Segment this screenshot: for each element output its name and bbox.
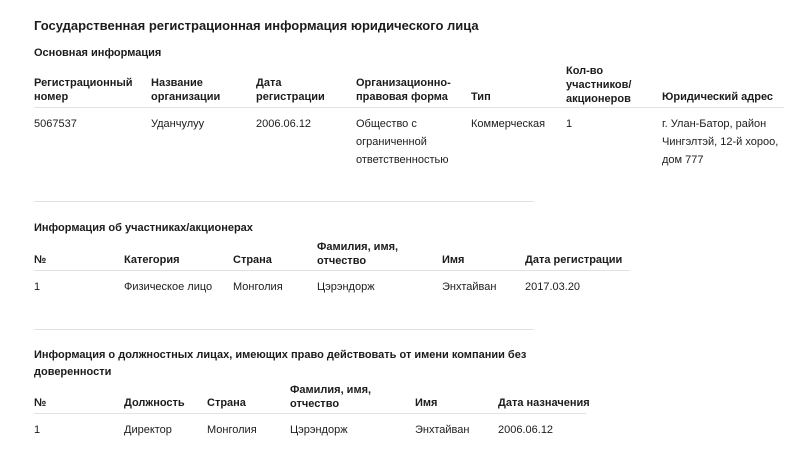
header-divider xyxy=(34,107,784,108)
col-header-number: № xyxy=(34,254,47,266)
header-divider xyxy=(34,413,586,414)
col-header-number: № xyxy=(34,397,47,409)
cell-full-name: Цэрэндорж xyxy=(317,281,375,293)
col-header-org-name: Название организации xyxy=(151,77,221,103)
col-header-reg-date: Дата регистрации xyxy=(256,77,325,103)
cell-category: Физическое лицо xyxy=(124,281,213,293)
col-header-country: Страна xyxy=(207,397,246,409)
cell-position: Директор xyxy=(124,424,172,436)
cell-legal-form: Общество с ограниченной ответственностью xyxy=(356,118,449,166)
cell-registration-date: 2017.03.20 xyxy=(525,281,581,293)
col-header-full-name: Фамилия, имя, отчество xyxy=(317,241,399,267)
cell-appointment-date: 2006.06.12 xyxy=(498,424,554,436)
page-title: Государственная регистрационная информация юридического лица xyxy=(34,18,479,33)
col-header-legal-form: Организационно- правовая форма xyxy=(356,77,451,103)
col-header-full-name: Фамилия, имя, отчество xyxy=(290,384,372,410)
cell-number: 1 xyxy=(34,424,41,436)
cell-country: Монголия xyxy=(233,281,283,293)
col-header-category: Категория xyxy=(124,254,180,266)
section-title-shareholders: Информация об участниках/акционерах xyxy=(34,222,253,234)
col-header-position: Должность xyxy=(124,397,185,409)
col-header-reg-number: Регистрационный номер xyxy=(34,77,133,103)
cell-reg-date: 2006.06.12 xyxy=(256,118,312,130)
col-header-country: Страна xyxy=(233,254,272,266)
section-divider xyxy=(34,329,534,330)
col-header-type: Тип xyxy=(471,91,491,103)
header-divider xyxy=(34,270,630,271)
col-header-registration-date: Дата регистрации xyxy=(525,254,623,266)
cell-legal-address: г. Улан-Батор, район Чингэлтэй, 12-й хороо, дом 777 xyxy=(662,118,779,166)
col-header-appointment-date: Дата назначения xyxy=(498,397,590,409)
cell-full-name: Цэрэндорж xyxy=(290,424,348,436)
section-title-basic-info: Основная информация xyxy=(34,47,162,59)
cell-number: 1 xyxy=(34,281,41,293)
cell-country: Монголия xyxy=(207,424,257,436)
cell-reg-number: 5067537 xyxy=(34,118,77,130)
cell-type: Коммерческая xyxy=(471,118,546,130)
cell-org-name: Уданчулуу xyxy=(151,118,205,130)
section-divider xyxy=(34,201,534,202)
col-header-first-name: Имя xyxy=(415,397,438,409)
cell-first-name: Энхтайван xyxy=(442,281,497,293)
cell-first-name: Энхтайван xyxy=(415,424,470,436)
col-header-legal-address: Юридический адрес xyxy=(662,91,774,103)
col-header-shareholder-count: Кол-во участников/ акционеров xyxy=(566,65,632,105)
cell-shareholder-count: 1 xyxy=(566,118,573,130)
section-title-officers: Информация о должностных лицах, имеющих право действовать от имени компании без доверенности xyxy=(34,349,527,378)
col-header-first-name: Имя xyxy=(442,254,465,266)
